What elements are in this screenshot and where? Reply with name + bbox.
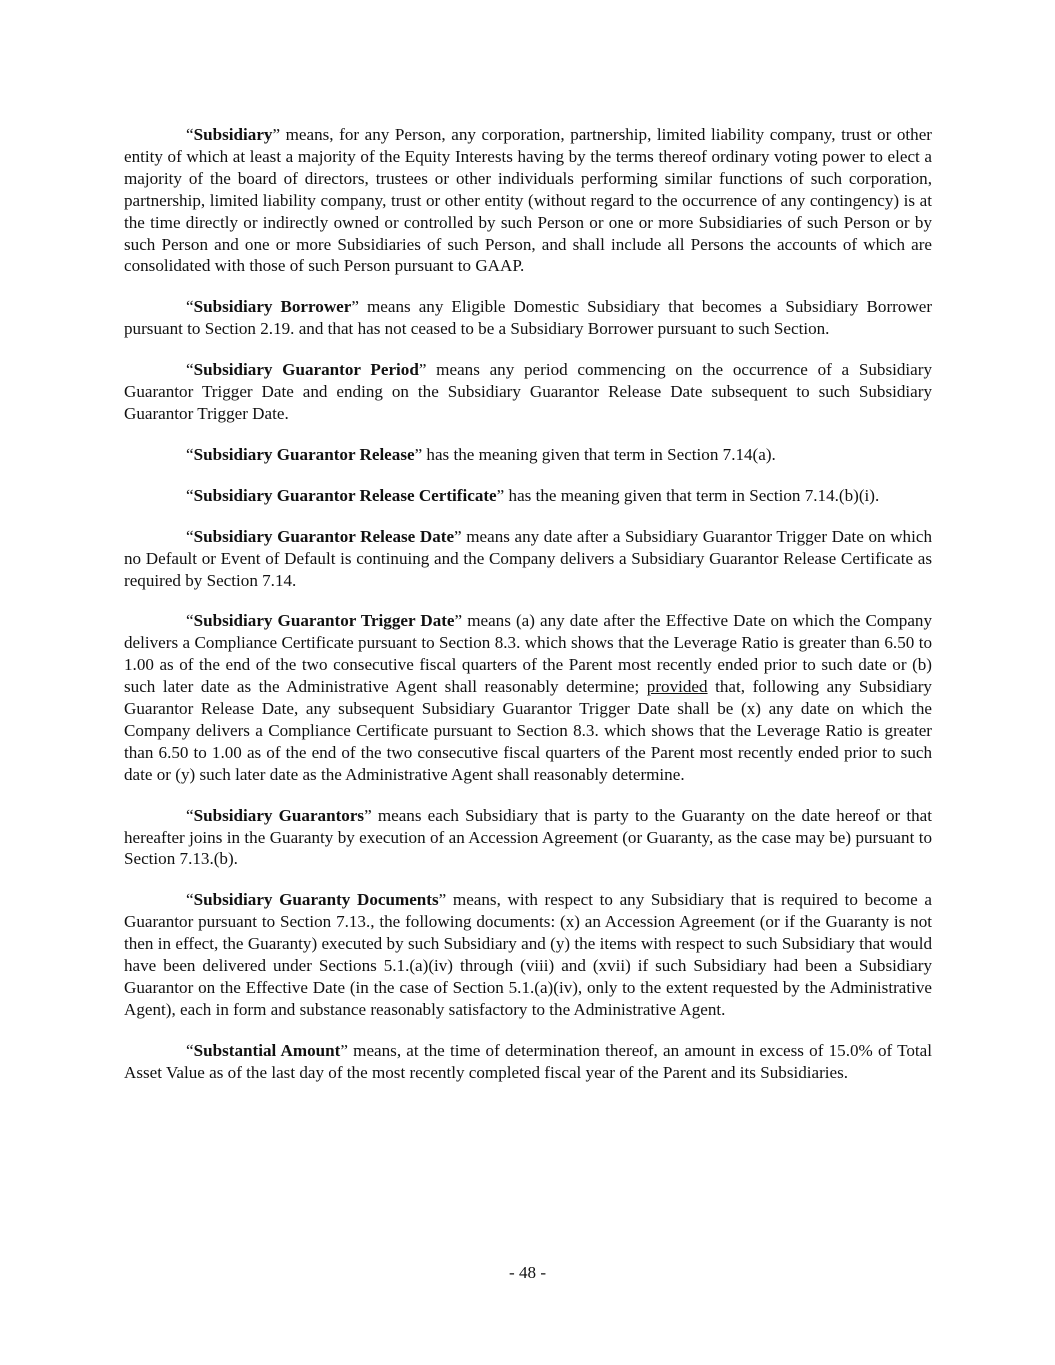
definition-subsidiary: “Subsidiary” means, for any Person, any corporation, partnership, limited liability company, trust or other entity of which at least a majority of the Equity Interests having by the terms thereof ordinary voting power to elect a majority of the board of directors, trustees or other individuals performing similar functions of such corporation, partnership, limited liability company, trust or other entity (without regard to the occurrence of any contingency) is at the time directly or indirectly owned or controlled by such Person or one or more Subsidiaries of such Person or by such Person and one or more Subsidiaries of such Person, and shall include all Persons the accounts of which are consolidated with those of such Person pursuant to GAAP.	[124, 125, 932, 276]
definition-text-continued: that, following any Subsidiary Guarantor Release Date, any subsequent Subsidiary Guarantor Trigger Date shall be (x) any date on which the Company delivers a Compliance Certificate pursuant to Section 8.3. which shows that the Leverage Ratio is greater than 6.50 to 1.00 as of the end of the two consecutive fiscal quarters of the Parent most recently ended prior to such date or (y) such later date as the Administrative Agent shall reasonably determine.	[124, 677, 932, 784]
definition-subsidiary-guarantor-trigger-date: “Subsidiary Guarantor Trigger Date” means (a) any date after the Effective Date on which the Company delivers a Compliance Certificate pursuant to Section 8.3. which shows that the Leverage Ratio is greater than 6.50 to 1.00 as of the end of the two consecutive fiscal quarters of the Parent most recently ended prior to such date or (b) such later date as the Administrative Agent shall reasonably determine; provided that, following any Subsidiary Guarantor Release Date, any subsequent Subsidiary Guarantor Trigger Date shall be (x) any date on which the Company delivers a Compliance Certificate pursuant to Section 8.3. which shows that the Leverage Ratio is greater than 6.50 to 1.00 as of the end of the two consecutive fiscal quarters of the Parent most recently ended prior to such date or (y) such later date as the Administrative Agent shall reasonably determine.	[124, 611, 932, 784]
definition-subsidiary-guarantor-period: “Subsidiary Guarantor Period” means any period commencing on the occurrence of a Subsidiary Guarantor Trigger Date and ending on the Subsidiary Guarantor Release Date subsequent to such Subsidiary Guarantor Trigger Date.	[124, 360, 932, 423]
document-page	[124, 124, 932, 1103]
defined-term: Subsidiary Guarantors	[193, 805, 365, 825]
definition-text: ” means any date after a Subsidiary Guarantor Trigger Date on which no Default or Event of Default is continuing and the Company delivers a Subsidiary Guarantor Release Certificate as required by Section 7.14.	[124, 526, 932, 590]
defined-term: Subsidiary Guarantor Release Certificate	[193, 485, 497, 505]
definition-subsidiary-guaranty-documents: “Subsidiary Guaranty Documents” means, with respect to any Subsidiary that is required to become a Guarantor pursuant to Section 7.13., the following documents: (x) an Accession Agreement (or if the Guaranty is not then in effect, the Guaranty) executed by such Subsidiary and (y) the items with respect to such Subsidiary that would have been delivered under Sections 5.1.(a)(iv) through (viii) and (xvii) if such Subsidiary had been a Subsidiary Guarantor on the Effective Date (in the case of Section 5.1.(a)(iv), only to the extent requested by the Administrative Agent), each in form and substance reasonably satisfactory to the Administrative Agent.	[124, 890, 932, 1019]
definition-subsidiary-borrower: “Subsidiary Borrower” means any Eligible Domestic Subsidiary that becomes a Subsidiary Borrower pursuant to Section 2.19. and that has not ceased to be a Subsidiary Borrower pursuant to such Section.	[124, 297, 933, 339]
definition-text: ” means any Eligible Domestic Subsidiary that becomes a Subsidiary Borrower pursuant to Section 2.19. and that has not ceased to be a Subsidiary Borrower pursuant to such Section.	[124, 297, 933, 339]
defined-term: Subsidiary Guarantor Release Date	[193, 526, 455, 546]
defined-term: Subsidiary Guarantor Period	[193, 360, 419, 380]
definition-subsidiary-guarantor-release-certificate: “Subsidiary Guarantor Release Certificate” has the meaning given that term in Section 7.14.(b)(i).	[186, 485, 880, 505]
definition-subsidiary-guarantor-release: “Subsidiary Guarantor Release” has the meaning given that term in Section 7.14(a).	[186, 444, 776, 464]
page-number: - 48 -	[508, 1263, 547, 1282]
defined-term: Subsidiary Borrower	[193, 297, 352, 317]
definition-substantial-amount: “Substantial Amount” means, at the time of determination thereof, an amount in excess of 15.0% of Total Asset Value as of the last day of the most recently completed fiscal year of the Parent and its Subsidiaries.	[124, 1040, 932, 1082]
provided-keyword: provided	[646, 677, 708, 697]
definition-text: ” means any period commencing on the occurrence of a Subsidiary Guarantor Trigger Date and ending on the Subsidiary Guarantor Release Date subsequent to such Subsidiary Guarantor Trigger Date.	[124, 360, 932, 423]
defined-term: Subsidiary Guarantor Release	[193, 444, 415, 464]
definition-text: ” has the meaning given that term in Section 7.14.(b)(i).	[496, 485, 880, 505]
definition-text: ” has the meaning given that term in Section 7.14(a).	[414, 444, 776, 464]
definition-text: ” means, at the time of determination thereof, an amount in excess of 15.0% of Total Asset Value as of the last day of the most recently completed fiscal year of the Parent and its Subsidiaries.	[124, 1040, 932, 1082]
definition-text: ” means, with respect to any Subsidiary that is required to become a Guarantor pursuant to Section 7.13., the following documents: (x) an Accession Agreement (or if the Guaranty is not then in effect, the Guaranty) executed by such Subsidiary and (y) the items with respect to such Subsidiary that would have been delivered under Sections 5.1.(a)(iv) through (viii) and (xvii) if such Subsidiary had been a Subsidiary Guarantor on the Effective Date (in the case of Section 5.1.(a)(iv), only to the extent requested by the Administrative Agent), each in form and substance reasonably satisfactory to the Administrative Agent.	[124, 890, 932, 1019]
defined-term: Subsidiary Guarantor Trigger Date	[193, 611, 455, 631]
defined-term: Subsidiary	[193, 125, 273, 144]
definition-subsidiary-guarantors: “Subsidiary Guarantors” means each Subsidiary that is party to the Guaranty on the date hereof or that hereafter joins in the Guaranty by execution of an Accession Agreement (or Guaranty, as the case may be) pursuant to Section 7.13.(b).	[124, 805, 932, 869]
defined-term: Substantial Amount	[193, 1040, 341, 1060]
definition-text: ” means, for any Person, any corporation, partnership, limited liability company, trust or other entity of which at least a majority of the Equity Interests having by the terms thereof ordinary voting power to elect a majority of the board of directors, trustees or other individuals performing similar functions of such corporation, partnership, limited liability company, trust or other entity (without regard to the occurrence of any contingency) is at the time directly or indirectly owned or controlled by such Person or one or more Subsidiaries of such Person or by such Person and one or more Subsidiaries of such Person, and shall include all Persons the accounts of which are consolidated with those of such Person pursuant to GAAP.	[124, 125, 932, 276]
definition-text: ” means each Subsidiary that is party to the Guaranty on the date hereof or that hereafter joins in the Guaranty by execution of an Accession Agreement (or Guaranty, as the case may be) pursuant to Section 7.13.(b).	[124, 805, 932, 869]
definition-subsidiary-guarantor-release-date: “Subsidiary Guarantor Release Date” means any date after a Subsidiary Guarantor Trigger Date on which no Default or Event of Default is continuing and the Company delivers a Subsidiary Guarantor Release Certificate as required by Section 7.14.	[124, 526, 932, 590]
definition-text: ” means (a) any date after the Effective Date on which the Company delivers a Compliance Certificate pursuant to Section 8.3. which shows that the Leverage Ratio is greater than 6.50 to 1.00 as of the end of the two consecutive fiscal quarters of the Parent most recently ended prior to such date or (b) such later date as the Administrative Agent shall reasonably determine;	[124, 611, 932, 697]
defined-term: Subsidiary Guaranty Documents	[193, 890, 439, 910]
